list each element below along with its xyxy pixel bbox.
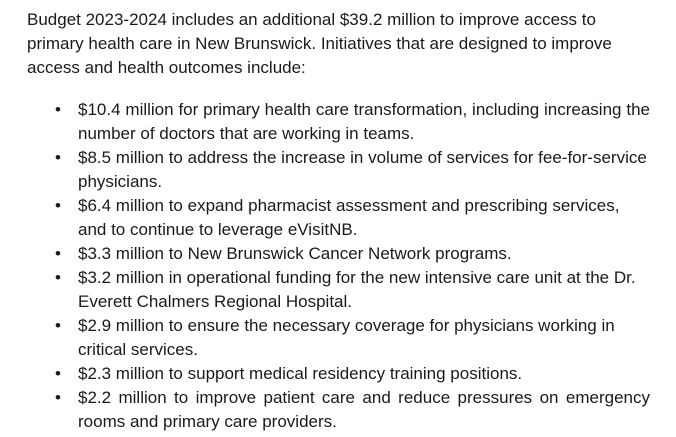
initiatives-list xyxy=(27,98,650,434)
list-item-text: $2.2 million to improve patient care and reduce pressures on emergency rooms and primary care providers. xyxy=(78,388,650,431)
list-item xyxy=(27,314,650,362)
bullet-icon: • xyxy=(55,244,61,263)
intro-paragraph: Budget 2023-2024 includes an additional $39.2 million to improve access to primary health care in New Brunswick. Initiatives that are designed to improve access and health outcomes include: xyxy=(27,10,612,77)
list-item xyxy=(27,386,650,434)
bullet-icon: • xyxy=(55,148,61,167)
list-item-text: $2.9 million to ensure the necessary coverage for physicians working in critical services. xyxy=(78,316,615,359)
bullet-icon: • xyxy=(55,268,61,287)
bullet-icon: • xyxy=(55,100,61,119)
list-item xyxy=(27,98,650,146)
list-item-text: $10.4 million for primary health care transformation, including increasing the number of doctors that are working in teams. xyxy=(78,100,650,143)
bullet-icon: • xyxy=(55,316,61,335)
list-item xyxy=(27,362,650,386)
list-item-text: $6.4 million to expand pharmacist assessment and prescribing services, and to continue to leverage eVisitNB. xyxy=(78,196,620,239)
list-item xyxy=(27,242,650,266)
list-item xyxy=(27,146,650,194)
bullet-icon: • xyxy=(55,388,61,407)
list-item-text: $2.3 million to support medical residency training positions. xyxy=(78,364,523,383)
list-item-text: $3.3 million to New Brunswick Cancer Network programs. xyxy=(78,244,512,263)
list-item xyxy=(27,266,650,314)
list-item xyxy=(27,194,650,242)
bullet-icon: • xyxy=(55,364,61,383)
list-item-text: $3.2 million in operational funding for the new intensive care unit at the Dr. Everett Chalmers Regional Hospital. xyxy=(78,268,636,311)
list-item-text: $8.5 million to address the increase in volume of services for fee-for-service physicians. xyxy=(78,148,647,191)
bullet-icon: • xyxy=(55,196,61,215)
